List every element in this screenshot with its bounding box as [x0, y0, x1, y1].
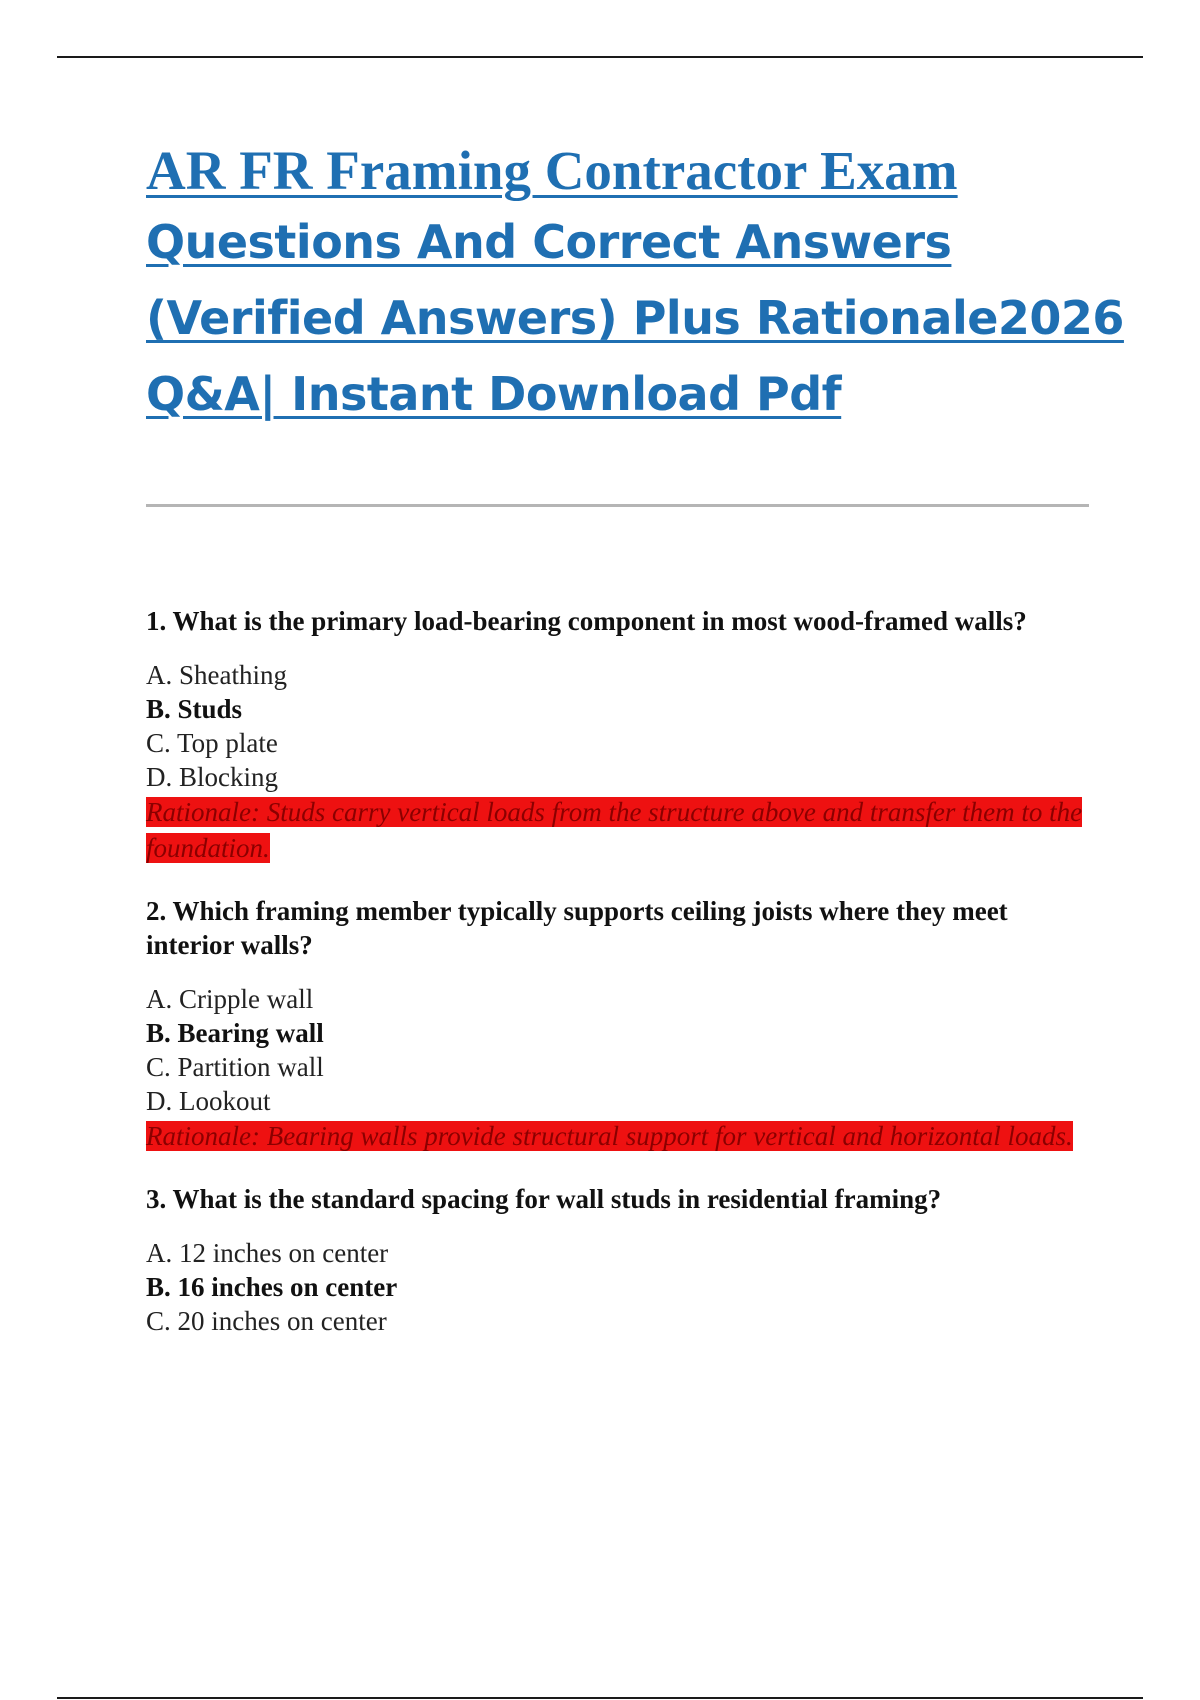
rationale-text: Rationale: Studs carry vertical loads from the structure above and transfer them to the foundation. — [146, 797, 1083, 863]
correct-answer-option: B. 16 inches on center — [146, 1272, 398, 1302]
answer-option: A. Sheathing — [146, 660, 287, 690]
answer-option: D. Blocking — [146, 762, 278, 792]
answer-option: C. Top plate — [146, 728, 278, 758]
document-title — [146, 138, 1124, 432]
question-3 — [146, 1182, 1086, 1338]
question-text: 3. What is the standard spacing for wall studs in residential framing? — [146, 1184, 942, 1214]
header-rule — [57, 56, 1143, 58]
question-text: 1. What is the primary load-bearing component in most wood-framed walls? — [146, 606, 1027, 636]
correct-answer-option: B. Bearing wall — [146, 1018, 324, 1048]
section-divider — [146, 504, 1089, 507]
footer-rule — [57, 1697, 1143, 1699]
correct-answer-option: B. Studs — [146, 694, 243, 724]
question-2 — [146, 894, 1086, 1154]
answer-option: C. Partition wall — [146, 1052, 324, 1082]
title-link-line-3[interactable]: (Verified Answers) Plus Rationale2026 — [146, 291, 1124, 345]
answer-option: C. 20 inches on center — [146, 1306, 387, 1336]
question-list — [146, 604, 1086, 1366]
title-link-line-4[interactable]: Q&A| Instant Download Pdf — [146, 367, 842, 421]
title-link-line-2[interactable]: Questions And Correct Answers — [146, 215, 952, 269]
title-link-line-1[interactable]: AR FR Framing Contractor Exam — [146, 140, 958, 201]
question-text: 2. Which framing member typically supports ceiling joists where they meet interior walls? — [146, 896, 1008, 960]
rationale-text: Rationale: Bearing walls provide structural support for vertical and horizontal loads. — [146, 1121, 1073, 1151]
question-1 — [146, 604, 1086, 866]
answer-option: A. 12 inches on center — [146, 1238, 389, 1268]
answer-option: D. Lookout — [146, 1086, 271, 1116]
rationale-block — [146, 794, 1086, 866]
rationale-block — [146, 1118, 1086, 1154]
answer-option: A. Cripple wall — [146, 984, 314, 1014]
